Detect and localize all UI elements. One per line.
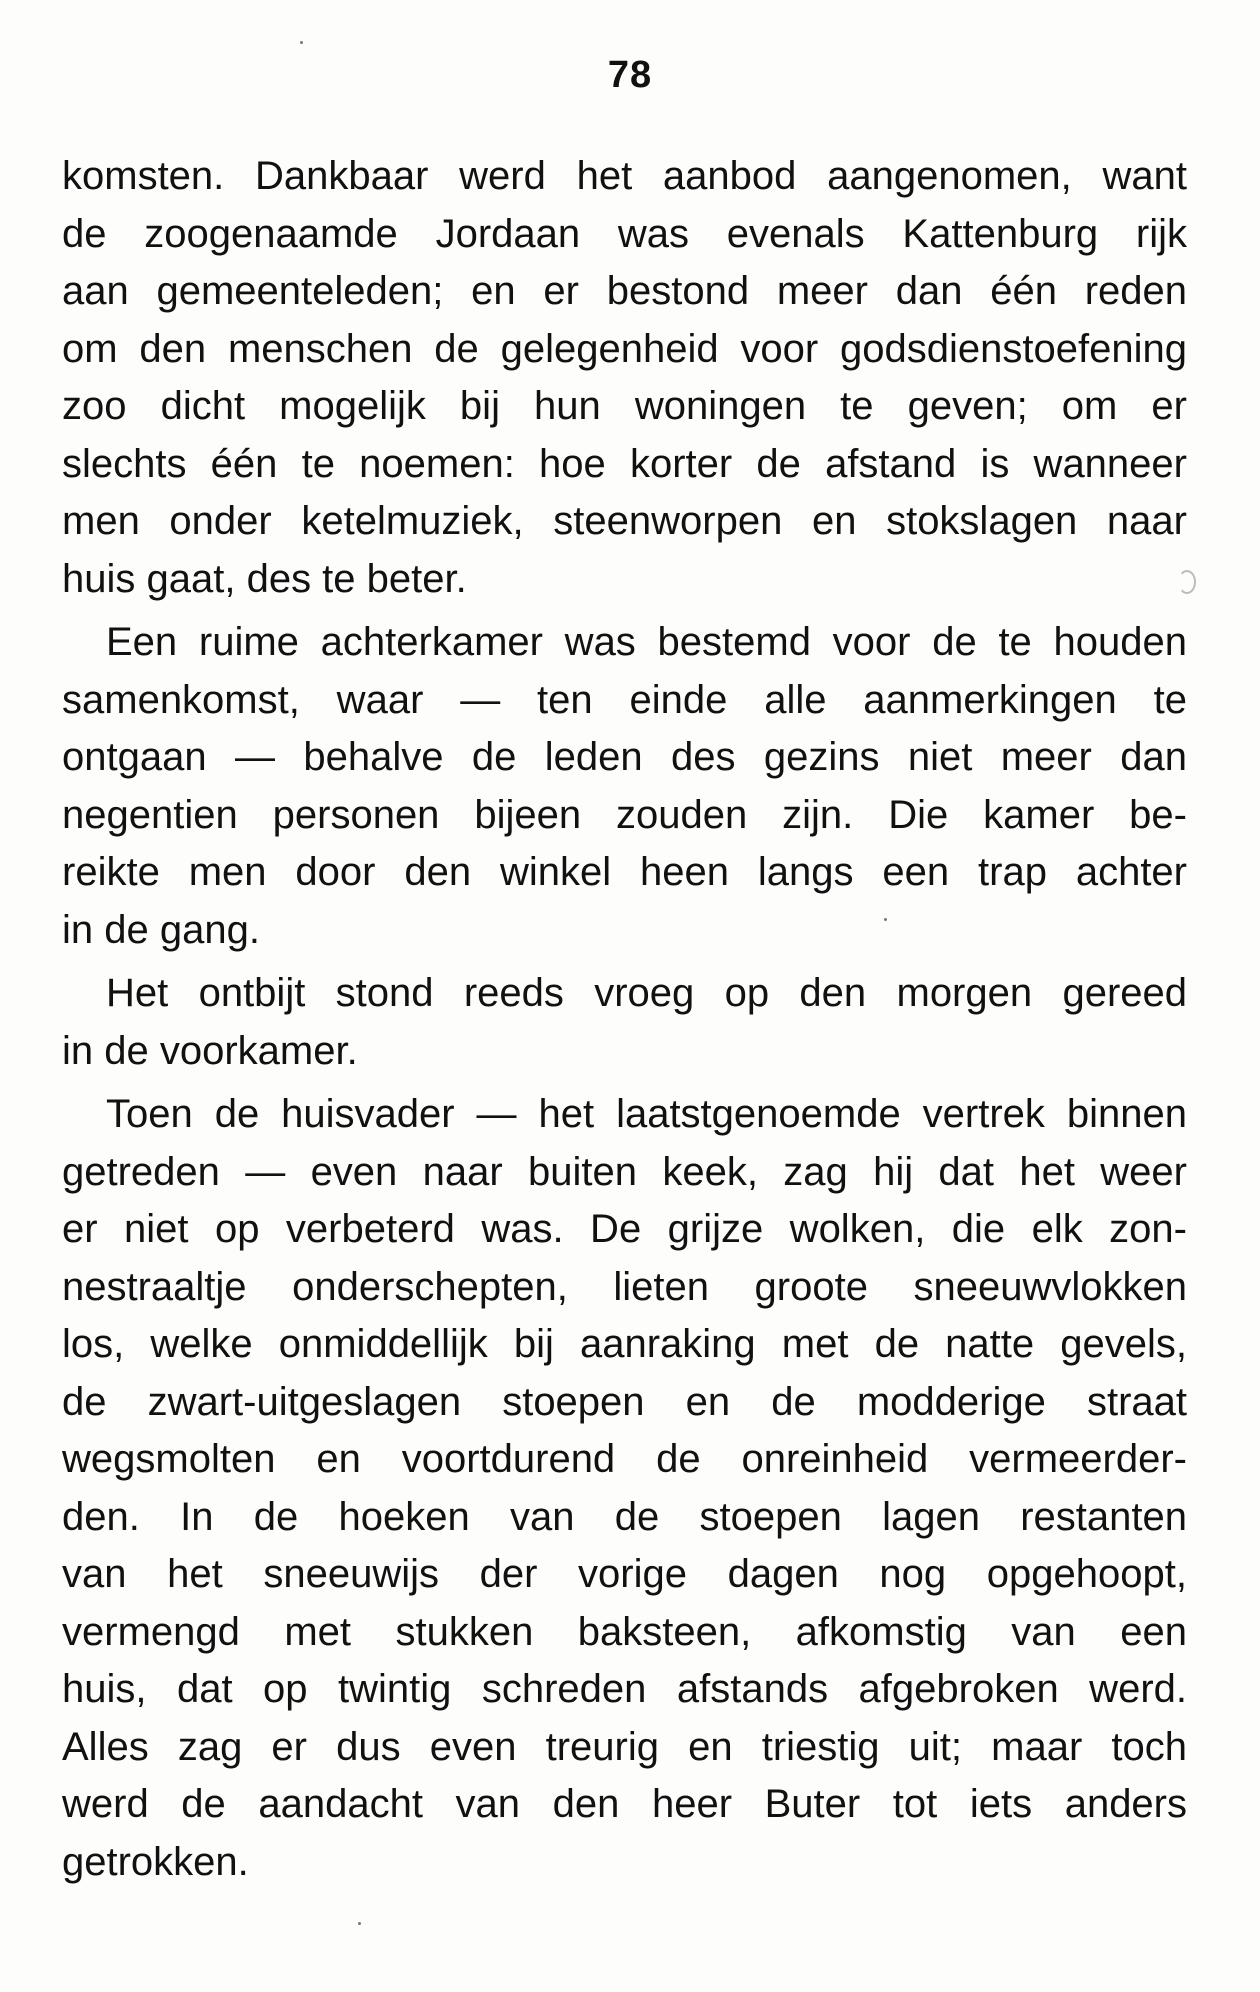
paragraph [62, 148, 1187, 608]
text-line: den. In de hoeken van de stoepen lagen restanten [62, 1494, 1187, 1539]
text-line: samenkomst, waar — ten einde alle aanmerkingen te [62, 677, 1187, 722]
text-line: getreden — even naar buiten keek, zag hij dat het weer [62, 1149, 1187, 1194]
text-line: zoo dicht mogelijk bij hun woningen te geven; om er [62, 384, 1187, 428]
text-line: nestraaltje onderschepten, lieten groote sneeuwvlokken [62, 1264, 1187, 1309]
text-line: aan gemeenteleden; en er bestond meer dan één reden [62, 269, 1187, 313]
text-line: er niet op verbeterd was. De grijze wolken, die elk zon- [62, 1207, 1187, 1251]
paragraph [62, 614, 1187, 959]
text-line: komsten. Dankbaar werd het aanbod aangenomen, want [62, 154, 1187, 198]
scan-speck [1178, 570, 1196, 594]
text-line: getrokken. [62, 1839, 249, 1884]
text-line: men onder ketelmuziek, steenworpen en stokslagen naar [62, 499, 1187, 543]
page-number: 78 [607, 54, 653, 96]
text-line: ontgaan — behalve de leden des gezins niet meer dan [62, 735, 1187, 779]
text-line: in de voorkamer. [62, 1028, 358, 1073]
paragraph [62, 1086, 1187, 1891]
text-line: in de gang. [62, 907, 260, 952]
text-line: wegsmolten en voortdurend de onreinheid vermeerder- [62, 1437, 1187, 1481]
text-line: huis, dat op twintig schreden afstands afgebroken werd. [62, 1667, 1187, 1711]
scan-dot [884, 918, 887, 921]
text-line: Alles zag er dus even treurig en triestig uit; maar toch [62, 1724, 1187, 1769]
text-line: Een ruime achterkamer was bestemd voor de te houden [106, 620, 1187, 664]
text-line: reikte men door den winkel heen langs een trap achter [62, 850, 1187, 894]
scan-dot [358, 1922, 361, 1925]
text-line: vermengd met stukken baksteen, afkomstig van een [62, 1609, 1187, 1654]
text-line: Toen de huisvader — het laatstgenoemde vertrek binnen [106, 1092, 1187, 1136]
text-line: de zoogenaamde Jordaan was evenals Kattenburg rijk [62, 211, 1187, 256]
text-line: van het sneeuwijs der vorige dagen nog opgehoopt, [62, 1552, 1187, 1596]
text-line: Het ontbijt stond reeds vroeg op den morgen gereed [106, 971, 1187, 1015]
text-line: negentien personen bijeen zouden zijn. Die kamer be- [62, 792, 1187, 837]
text-line: om den menschen de gelegenheid voor godsdienstoefening [62, 326, 1187, 371]
body-text [62, 148, 1187, 1891]
paragraph [62, 965, 1187, 1080]
text-line: werd de aandacht van den heer Buter tot iets anders [62, 1782, 1187, 1826]
text-line: los, welke onmiddellijk bij aanraking met de natte gevels, [62, 1322, 1187, 1366]
text-line: de zwart-uitgeslagen stoepen en de modderige straat [62, 1379, 1187, 1424]
scan-dot [300, 41, 303, 44]
text-line: huis gaat, des te beter. [62, 556, 467, 601]
text-line: slechts één te noemen: hoe korter de afstand is wanneer [62, 441, 1187, 486]
